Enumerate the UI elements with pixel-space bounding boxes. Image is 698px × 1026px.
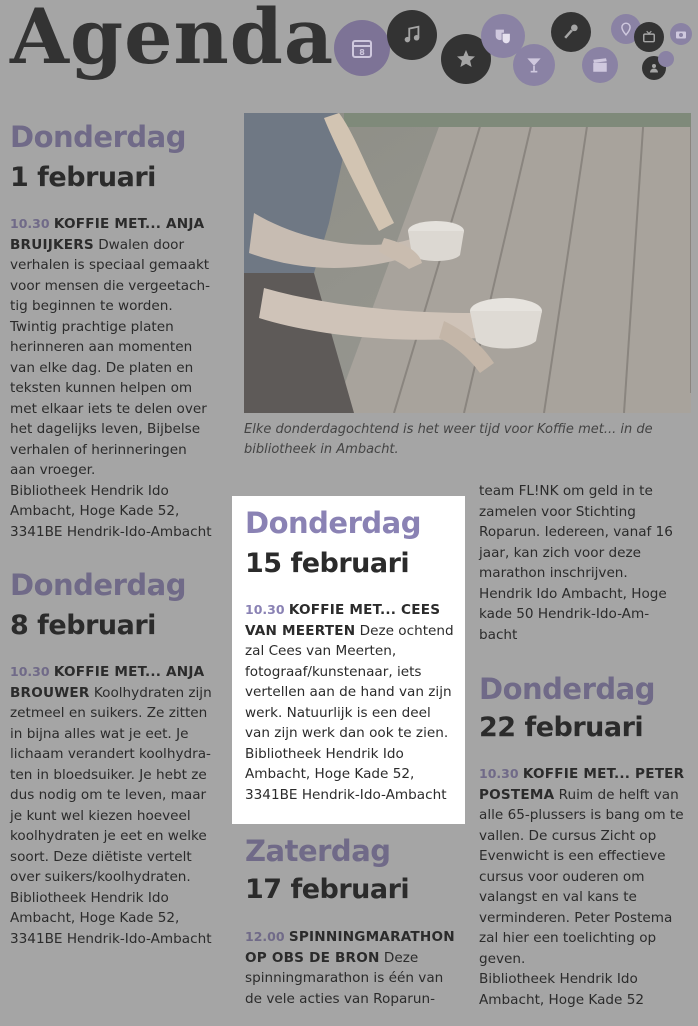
event-line: lichaam verandert koolhydra- (10, 746, 211, 762)
event-line: in bijna alles wat je eet. Je (10, 725, 189, 742)
event-day: Donderdag (10, 120, 186, 154)
event-line: verhalen of herinneringen (10, 441, 187, 458)
camera-icon (670, 23, 692, 45)
event-line: dus nodig om te leven, maar (10, 787, 207, 803)
event-text (10, 662, 225, 949)
event-line: met elkaar iets te delen over (10, 400, 207, 417)
event-title: KOFFIE MET... PETER (522, 766, 685, 782)
event-line: teksten kunnen helpen om (10, 380, 193, 396)
photo-caption: Elke donderdagochtend is het weer tijd voor Koffie met... in de bibliotheek in Ambacht. (244, 422, 653, 457)
event-location: 3341BE Hendrik-Ido-Ambacht (10, 523, 212, 540)
music-note-icon (387, 10, 437, 60)
dot-icon (658, 51, 674, 67)
event-title: POSTEMA (479, 786, 555, 803)
event-time: 10.30 (479, 766, 519, 781)
tv-icon (634, 22, 664, 52)
event-line: Twintig prachtige platen (10, 318, 174, 335)
event-line: verhalen is speciaal gemaakt (10, 257, 210, 273)
event-line: zamelen voor Stichting (479, 503, 636, 520)
event-line: soort. Deze diëtiste vertelt (10, 848, 192, 865)
event-location: Ambacht, Hoge Kade 52, (10, 910, 180, 926)
event-line: Evenwicht is een effectieve (479, 848, 666, 864)
event-body: Ruim de helft van (558, 786, 679, 803)
event-title: BRUIJKERS (10, 236, 94, 253)
event-location: Bibliotheek Hendrik Ido (245, 745, 404, 762)
event-day: Zaterdag (245, 834, 391, 868)
event-title: VAN MEERTEN (245, 622, 356, 639)
event-date: 17 februari (245, 874, 410, 905)
event-location: kade 50 Hendrik-Ido-Am- (479, 606, 650, 622)
event-location: Hendrik Ido Ambacht, Hoge (479, 585, 667, 602)
event-line: koolhydraten je eet en welke (10, 828, 207, 844)
event-title: KOFFIE MET... CEES (288, 602, 441, 618)
event-date: 1 februari (10, 162, 156, 193)
event-line: werk. Natuurlijk is een deel (245, 704, 431, 721)
event-date: 15 februari (245, 548, 410, 579)
event-line: over suikers/koolhydraten. (10, 869, 191, 885)
event-day: Donderdag (479, 672, 655, 706)
event-line: de vele acties van Roparun- (245, 990, 436, 1007)
event-line: verminderen. Peter Postema (479, 909, 673, 926)
event-line: geven. (479, 950, 526, 967)
event-line: Roparun. Iedereen, vanaf 16 (479, 524, 673, 540)
event-text (245, 600, 461, 805)
event-title: KOFFIE MET... ANJA (53, 216, 205, 232)
event-line: zal Cees van Meerten, (245, 643, 397, 659)
event-day: Donderdag (245, 506, 421, 540)
event-line: voor mensen die vergeetach- (10, 277, 211, 294)
event-time: 10.30 (10, 216, 50, 231)
event-line: marathon inschrijven. (479, 565, 628, 581)
event-line: je kunt wel kiezen hoeveel (10, 807, 191, 824)
event-line: spinningmarathon is één van (245, 970, 444, 986)
page-title: Agenda (10, 0, 335, 81)
event-text (245, 927, 460, 1009)
calendar-icon (334, 20, 390, 76)
event-location: Ambacht, Hoge Kade 52, (245, 766, 415, 782)
event-line: alle 65-plussers is bang om te (479, 807, 684, 823)
event-line: vallen. De cursus Zicht op (479, 827, 657, 844)
event-line: jaar, kan zich voor deze (479, 544, 641, 561)
event-time: 10.30 (245, 602, 285, 617)
event-line: tig beginnen te worden. (10, 298, 173, 314)
cocktail-icon (513, 44, 555, 86)
event-date: 22 februari (479, 712, 644, 743)
event-line: valangst en val kans te (479, 889, 637, 905)
event-line: van zijn werk dan ook te zien. (245, 725, 449, 741)
microphone-icon (551, 12, 591, 52)
event-title: OP OBS DE BRON (245, 949, 380, 966)
event-body: Koolhydraten zijn (93, 684, 212, 701)
highlight-card (232, 496, 465, 824)
event-line: team FL!NK om geld in te (479, 483, 653, 499)
event-text-continued (479, 481, 694, 645)
event-time: 10.30 (10, 664, 50, 679)
event-title: KOFFIE MET... ANJA (53, 664, 205, 680)
event-line: cursus voor ouderen om (479, 868, 645, 885)
event-location: 3341BE Hendrik-Ido-Ambacht (10, 930, 212, 947)
event-text (479, 764, 697, 1010)
event-line: van elke dag. De platen en (10, 359, 194, 376)
event-title: SPINNINGMARATHON (288, 929, 455, 945)
event-location: bacht (479, 626, 518, 643)
event-location: 3341BE Hendrik-Ido-Ambacht (245, 786, 447, 803)
film-clapper-icon (582, 47, 618, 83)
event-body: Deze (383, 949, 419, 966)
svg-text:8: 8 (359, 48, 365, 57)
event-line: fotograaf/kunstenaar, iets (245, 663, 422, 680)
event-location: Bibliotheek Hendrik Ido (10, 889, 169, 906)
event-time: 12.00 (245, 929, 285, 944)
event-line: zetmeel en suikers. Ze zitten (10, 705, 208, 721)
event-text (10, 214, 225, 542)
event-body: Deze ochtend (359, 622, 454, 639)
event-location: Ambacht, Hoge Kade 52 (479, 991, 645, 1008)
event-day: Donderdag (10, 568, 186, 602)
event-body: Dwalen door (98, 236, 185, 253)
event-line: ten in bloedsuiker. Je hebt ze (10, 766, 207, 783)
event-location: Ambacht, Hoge Kade 52, (10, 503, 180, 519)
event-location: Bibliotheek Hendrik Ido (479, 971, 638, 987)
event-line: het dagelijks leven, Bijbelse (10, 421, 201, 437)
event-line: aan vroeger. (10, 462, 96, 478)
event-location: Bibliotheek Hendrik Ido (10, 482, 169, 499)
photo (244, 113, 691, 413)
event-date: 8 februari (10, 610, 156, 641)
event-line: herinneren aan momenten (10, 339, 193, 355)
event-title: BROUWER (10, 684, 90, 701)
event-line: zal hier een toelichting op (479, 930, 657, 946)
event-line: vertellen aan de hand van zijn (245, 684, 452, 700)
